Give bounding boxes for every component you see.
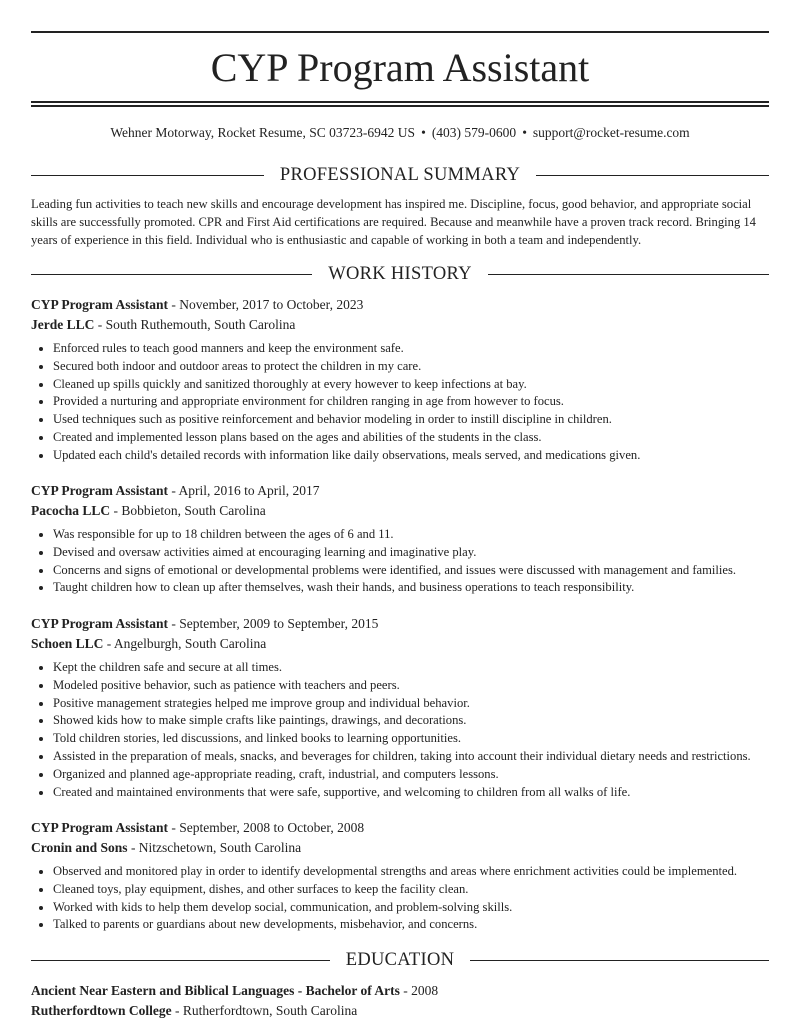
job-bullet: • Kept the children safe and secure at all times. xyxy=(53,659,769,677)
job-company-line xyxy=(31,634,769,654)
education-heading xyxy=(31,948,769,972)
education-location: - Rutherfordtown, South Carolina xyxy=(171,1002,358,1018)
job-bullet: • Worked with kids to help them develop social, communication, and problem-solving skills. xyxy=(53,899,769,917)
job-company: Pacocha LLC xyxy=(31,502,111,518)
job-bullet: • Cleaned up spills quickly and sanitized thoroughly at every however to keep infections at bay. xyxy=(53,376,769,394)
job-bullet: • Cleaned toys, play equipment, dishes, and other surfaces to keep the facility clean. xyxy=(53,881,769,899)
job-entry xyxy=(31,481,769,597)
resume-name: CYP Program Assistant xyxy=(210,45,590,90)
contact-separator: • xyxy=(522,125,527,140)
job-title-line xyxy=(31,481,769,501)
top-rule xyxy=(31,31,769,33)
job-bullet: • Taught children how to clean up after themselves, wash their hands, and business operations to teach responsibility. xyxy=(53,579,769,597)
job-dates: - November, 2017 to October, 2023 xyxy=(168,297,364,312)
job-title: CYP Program Assistant xyxy=(31,297,168,312)
summary-heading-text: PROFESSIONAL SUMMARY xyxy=(279,165,521,185)
job-bullet: • Concerns and signs of emotional or developmental problems were identified, and issues were discussed with management and families. xyxy=(53,562,769,580)
job-bullet: • Devised and oversaw activities aimed at encouraging learning and imaginative play. xyxy=(53,544,769,562)
header-rule-upper xyxy=(31,101,769,103)
job-title: CYP Program Assistant xyxy=(31,483,168,498)
job-title: CYP Program Assistant xyxy=(31,820,168,835)
job-bullet: • Secured both indoor and outdoor areas to protect the children in my care. xyxy=(53,358,769,376)
summary-heading xyxy=(31,163,769,187)
job-bullet: • Updated each child's detailed records with information like daily observations, meals served, and medications given. xyxy=(53,447,769,465)
job-bullet: • Was responsible for up to 18 children between the ages of 6 and 11. xyxy=(53,526,769,544)
job-bullet: • Created and implemented lesson plans based on the ages and abilities of the students in the class. xyxy=(53,429,769,447)
job-bullet: • Talked to parents or guardians about new developments, misbehavior, and concerns. xyxy=(53,916,769,934)
job-bullets xyxy=(31,863,769,934)
job-entry xyxy=(31,818,769,934)
heading-rule-left xyxy=(31,274,312,275)
job-bullet: • Modeled positive behavior, such as patience with teachers and peers. xyxy=(53,677,769,695)
job-entry xyxy=(31,295,769,465)
education-entry xyxy=(31,981,769,1020)
heading-rule-left xyxy=(31,960,330,961)
job-location: - South Ruthemouth, South Carolina xyxy=(94,316,296,332)
heading-rule-left xyxy=(31,175,264,176)
work-heading xyxy=(31,262,769,286)
job-bullet: • Organized and planned age-appropriate reading, craft, industrial, and computers lessons. xyxy=(53,766,769,784)
job-bullet: • Created and maintained environments that were safe, supportive, and welcoming to children from all walks of life. xyxy=(53,784,769,802)
heading-rule-right xyxy=(488,274,769,275)
job-bullet: • Showed kids how to make simple crafts like paintings, drawings, and decorations. xyxy=(53,712,769,730)
summary-text: Leading fun activities to teach new skills and encourage development has inspired me. Discipline, focus, good behavior, and appropriate social skills are successfully promoted. CPR and First Aid certifications are required. Because and meanwhile have a proven track record. Bringing 14 years of experience in this field. Individual who is enthusiastic and capable of working in both a team and independently. xyxy=(31,197,756,247)
job-title-line xyxy=(31,295,769,315)
job-dates: - April, 2016 to April, 2017 xyxy=(168,483,320,498)
job-company-line xyxy=(31,838,769,858)
job-location: - Angelburgh, South Carolina xyxy=(103,635,267,651)
job-bullet: • Positive management strategies helped me improve group and individual behavior. xyxy=(53,695,769,713)
job-entry xyxy=(31,614,769,801)
job-title-line xyxy=(31,818,769,838)
job-bullet: • Provided a nurturing and appropriate environment for children ranging in age from however to focus. xyxy=(53,393,769,411)
heading-rule-right xyxy=(536,175,769,176)
job-bullets xyxy=(31,659,769,801)
contact-email: support@rocket-resume.com xyxy=(532,125,690,140)
job-title-line xyxy=(31,614,769,634)
work-heading-text: WORK HISTORY xyxy=(328,264,472,284)
job-bullets xyxy=(31,340,769,465)
job-bullet: • Assisted in the preparation of meals, snacks, and beverages for children, taking into account their individual dietary needs and restrictions. xyxy=(53,748,769,766)
job-company-line xyxy=(31,315,769,335)
job-dates: - September, 2008 to October, 2008 xyxy=(168,820,365,835)
job-company: Cronin and Sons xyxy=(31,839,128,855)
heading-rule-right xyxy=(470,960,769,961)
job-company: Schoen LLC xyxy=(31,635,104,651)
job-title: CYP Program Assistant xyxy=(31,616,168,631)
contact-separator: • xyxy=(421,125,426,140)
job-location: - Nitzschetown, South Carolina xyxy=(127,839,302,855)
education-school-line xyxy=(31,1001,769,1021)
job-bullet: • Enforced rules to teach good manners and keep the environment safe. xyxy=(53,340,769,358)
job-bullet: • Told children stories, led discussions, and linked books to learning opportunities. xyxy=(53,730,769,748)
job-bullets xyxy=(31,526,769,597)
education-degree: Ancient Near Eastern and Biblical Languages - Bachelor of Arts xyxy=(31,983,400,998)
job-company: Jerde LLC xyxy=(31,316,95,332)
job-dates: - September, 2009 to September, 2015 xyxy=(168,616,379,631)
education-degree-line xyxy=(31,981,769,1001)
education-school: Rutherfordtown College xyxy=(31,1002,172,1018)
contact-phone: (403) 579-0600 xyxy=(431,125,517,140)
education-heading-text: EDUCATION xyxy=(345,950,455,970)
contact-address: Wehner Motorway, Rocket Resume, SC 03723-6942 US xyxy=(110,125,416,140)
job-location: - Bobbieton, South Carolina xyxy=(110,502,266,518)
job-bullet: • Used techniques such as positive reinforcement and behavior modeling in order to instill discipline in children. xyxy=(53,411,769,429)
job-company-line xyxy=(31,501,769,521)
header-rule-lower xyxy=(31,105,769,107)
job-bullet: • Observed and monitored play in order to identify developmental strengths and areas where enrichment activities could be implemented. xyxy=(53,863,769,881)
contact-line xyxy=(31,124,769,142)
education-year: - 2008 xyxy=(399,983,439,998)
